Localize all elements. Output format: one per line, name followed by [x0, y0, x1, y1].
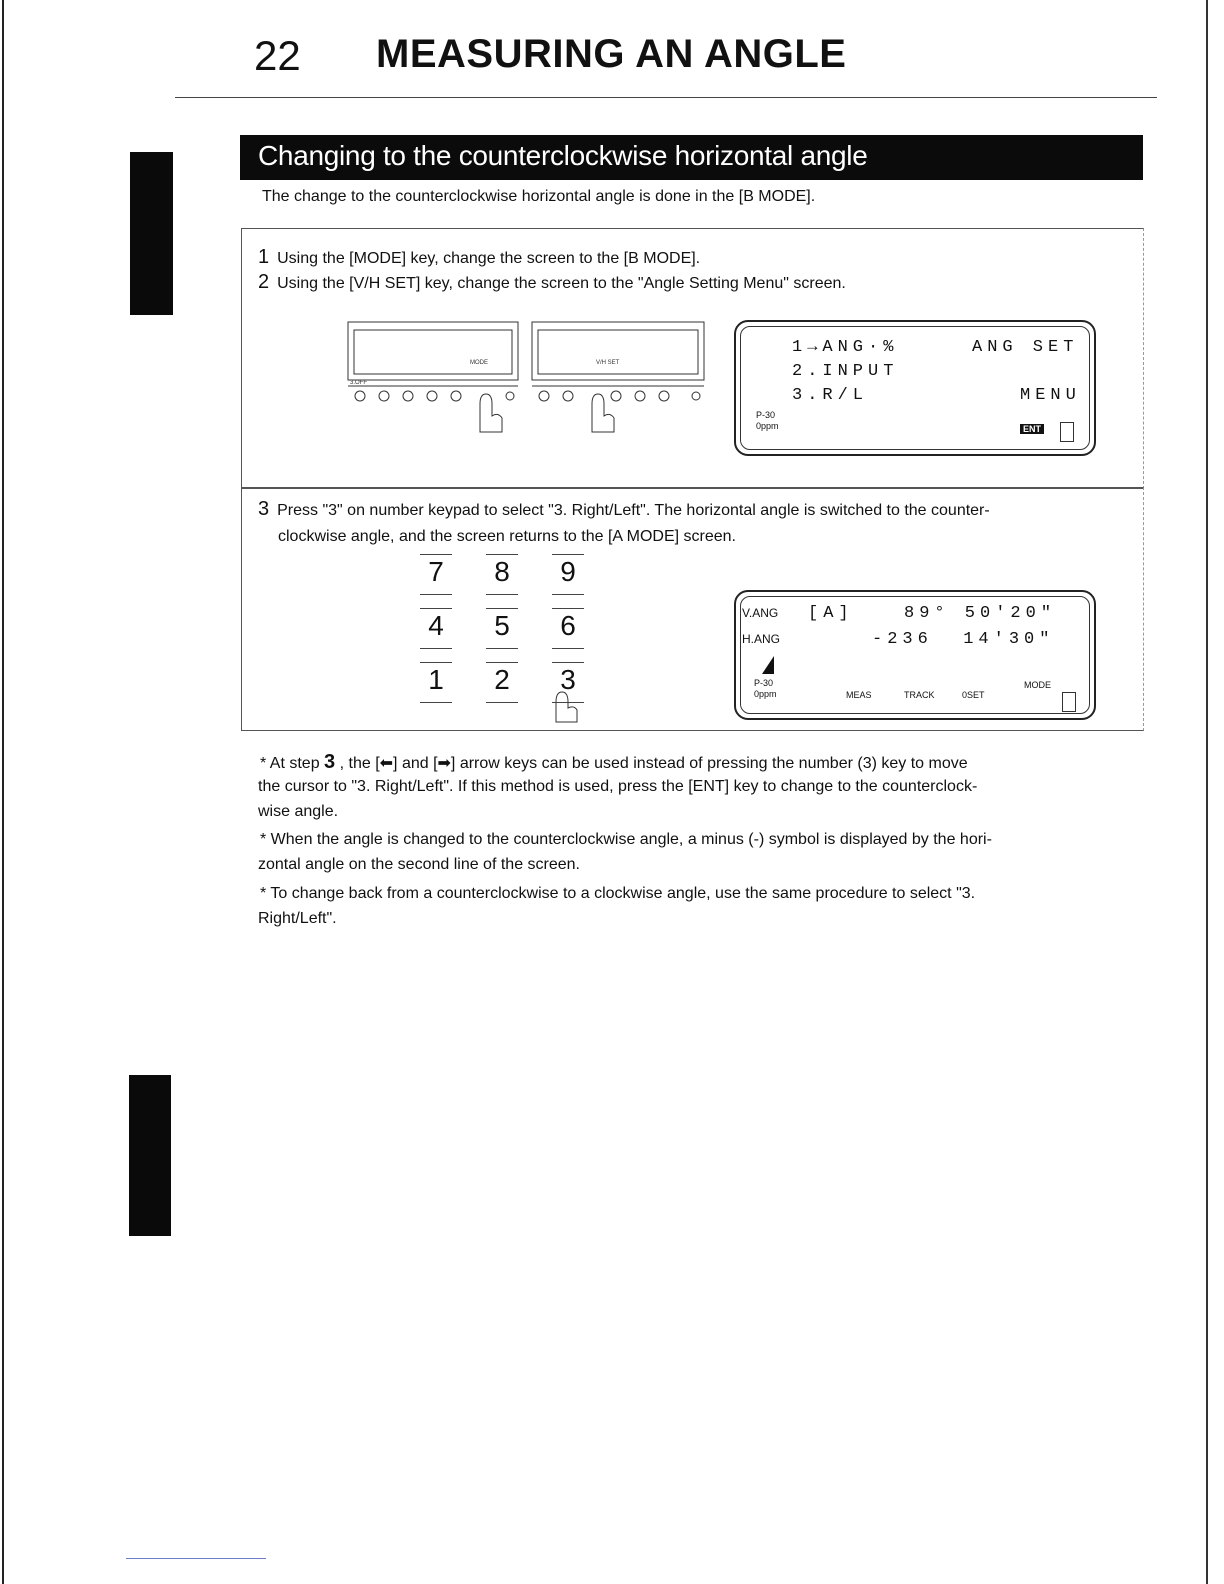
note-1-line-3: wise angle.: [258, 803, 339, 820]
section-intro: The change to the counterclockwise horizontal angle is done in the [B MODE].: [262, 188, 816, 205]
panel-left-key-label: 3.OFF: [350, 380, 368, 386]
menu-status-ppm: 0ppm: [756, 421, 779, 431]
v-angle-label: V.ANG: [742, 606, 779, 620]
menu-line-3: 3.R/L: [792, 386, 869, 405]
note-1-line-1: * At step 3 , the [⬅] and [➡] arrow keys can be used instead of pressing the number (3) key to move: [260, 751, 968, 773]
menu-ent-badge: ENT: [1020, 424, 1044, 434]
step-2: [258, 270, 846, 296]
h-angle-label: H.ANG: [742, 632, 781, 646]
step-3-text-line1: Press "3" on number keypad to select "3. Right/Left". The horizontal angle is switched to the counter-: [277, 502, 990, 519]
key-1: 1: [416, 664, 456, 696]
note-3-line-2: Right/Left".: [258, 910, 337, 927]
step-3-number: 3: [258, 498, 270, 520]
header-rule: [175, 97, 1157, 98]
section-title: Changing to the counterclockwise horizontal angle: [258, 140, 868, 171]
note-1-step-number: 3: [324, 751, 336, 773]
panel-left: [348, 322, 518, 432]
amode-status-model: P-30: [754, 678, 774, 688]
section-banner: [240, 135, 1143, 180]
side-tab-top: [130, 152, 173, 315]
note-2-line-1: * When the angle is changed to the counterclockwise angle, a minus (-) symbol is displayed by the hori-: [260, 831, 992, 848]
battery-icon: [1060, 422, 1074, 442]
step-1-number: 1: [258, 246, 270, 268]
a-mode-screen: [734, 590, 1096, 720]
softkey-mode: MODE: [1024, 680, 1051, 690]
step-1-text: Using the [MODE] key, change the screen to the [B MODE].: [277, 250, 701, 267]
page-number: 22: [254, 32, 301, 79]
key-9: 9: [548, 556, 588, 588]
key-3: 3: [548, 664, 588, 696]
h-angle-value: -236 14'30": [872, 630, 1055, 649]
step-2-text: Using the [V/H SET] key, change the screen to the "Angle Setting Menu" screen.: [277, 275, 846, 292]
key-5: 5: [482, 610, 522, 642]
page-title: MEASURING AN ANGLE: [376, 32, 847, 76]
softkey-track: TRACK: [904, 690, 935, 700]
amode-battery-icon: [1062, 692, 1076, 712]
instrument-panels-illustration: [340, 312, 720, 442]
softkey-0set: 0SET: [962, 690, 985, 700]
page-border-right: [1206, 0, 1208, 1584]
amode-status-ppm: 0ppm: [754, 689, 777, 699]
step-3: [258, 497, 990, 523]
key-8: 8: [482, 556, 522, 588]
signal-icon: [760, 654, 776, 676]
softkey-meas: MEAS: [846, 690, 872, 700]
panel-right: [532, 322, 704, 432]
pointing-hand-icon: [550, 688, 580, 724]
step-3-line-2: clockwise angle, and the screen returns to the [A MODE] screen.: [278, 528, 736, 545]
key-7: 7: [416, 556, 456, 588]
step-2-number: 2: [258, 271, 270, 293]
menu-line-3-right: MENU: [1020, 386, 1081, 405]
key-2: 2: [482, 664, 522, 696]
menu-status-model: P-30: [756, 410, 776, 420]
footer-rule: [126, 1558, 266, 1559]
side-tab-bottom: [129, 1075, 171, 1236]
page-border-left: [2, 0, 4, 1584]
note-3-line-1: * To change back from a counterclockwise to a clockwise angle, use the same procedure to select "3.: [260, 885, 976, 902]
note-1-line-2: the cursor to "3. Right/Left". If this method is used, press the [ENT] key to change to the counterclock-: [258, 778, 978, 795]
v-angle-value: 89° 50'20": [904, 604, 1057, 623]
menu-line-2: 2.INPUT: [792, 362, 899, 381]
menu-line-1: 1→ANG·%: [792, 338, 899, 357]
key-6: 6: [548, 610, 588, 642]
panel-left-mode-label: MODE: [470, 360, 488, 366]
step-1: [258, 245, 700, 271]
note-2-line-2: zontal angle on the second line of the screen.: [258, 856, 580, 873]
key-4: 4: [416, 610, 456, 642]
angle-setting-menu-screen: [734, 320, 1096, 456]
mode-indicator: [A]: [808, 604, 854, 623]
panel-right-vhset-label: V/H SET: [596, 360, 620, 366]
menu-line-1-right: ANG SET: [972, 338, 1079, 357]
